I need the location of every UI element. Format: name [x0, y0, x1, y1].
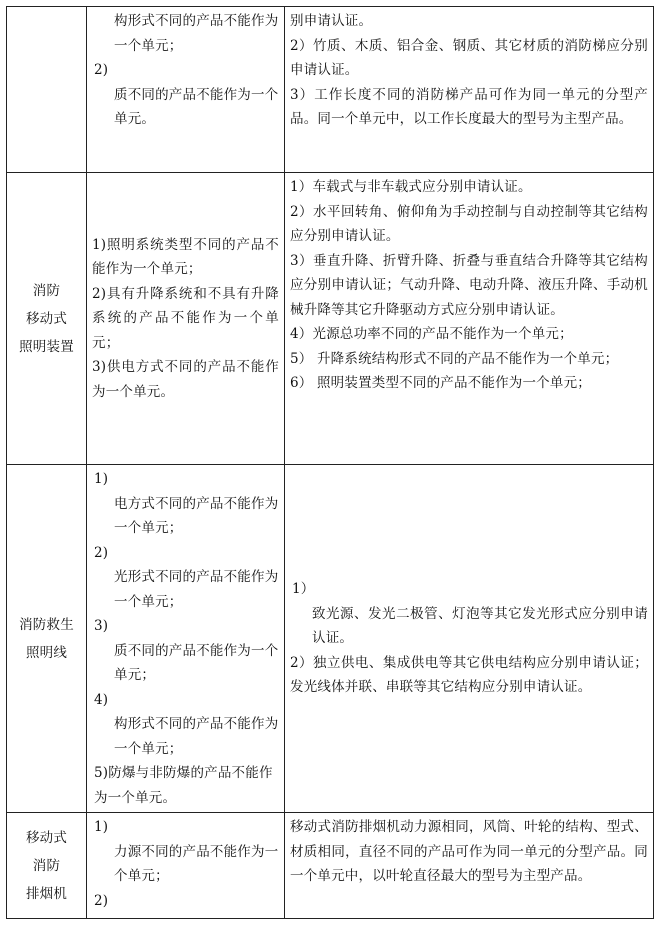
product-name-cell — [7, 173, 87, 465]
rule-marker: 2) — [94, 892, 109, 909]
rule-line: 构形式不同的产品不能作为一个单元； — [114, 13, 279, 54]
rule-line: 3)供电方式不同的产品不能作为一个单元。 — [92, 359, 279, 400]
note-line: 1）车载式与非车载式应分别申请认证。 — [290, 179, 532, 195]
note-line: 移动式消防排烟机动力源相同，风筒、叶轮的结构、型式、材质相同，直径不同的产品可作为同一单元的分型产品。同一个单元中，以叶轮直径最大的型号为主型产品。 — [290, 819, 648, 884]
rule-marker: 1) — [94, 819, 109, 835]
rule-line: 5)防爆与非防爆的产品不能作为一个单元。 — [94, 765, 273, 806]
rule-line: 质不同的产品不能作为一个单元。 — [114, 86, 279, 127]
table-row — [7, 813, 654, 919]
note-line: 4）光源总功率不同的产品不能作为一个单元； — [290, 326, 573, 342]
notes-cell — [285, 465, 654, 813]
note-line: 2）竹质、木质、铝合金、钢质、其它材质的消防梯应分别申请认证。 — [290, 37, 648, 78]
rule-line: 电方式不同的产品不能作为一个单元； — [114, 495, 279, 536]
product-name-cell — [7, 813, 87, 919]
rule-line: 光形式不同的产品不能作为一个单元； — [114, 569, 279, 610]
rule-line: 力源不同的产品不能作为一个单元； — [114, 843, 279, 884]
product-name: 消防救生 照明线 — [19, 616, 74, 661]
note-line: 5） 升降系统结构形式不同的产品不能作为一个单元； — [290, 350, 619, 367]
rule-marker: 2) — [94, 544, 109, 561]
notes-cell — [285, 813, 654, 919]
rule-line: 1)照明系统类型不同的产品不能作为一个单元； — [92, 236, 279, 278]
rule-marker: 2) — [94, 62, 109, 78]
table-row — [7, 465, 654, 813]
product-name: 移动式 消防 排烟机 — [25, 829, 68, 902]
notes-cell — [285, 7, 654, 173]
table-row — [7, 7, 654, 173]
note-line: 2）独立供电、集成供电等其它供电结构应分别申请认证；发光线体并联、串联等其它结构应分别申请认证。 — [290, 654, 648, 696]
table-row — [7, 173, 654, 465]
note-line: 2）水平回转角、俯仰角为手动控制与自动控制等其它结构应分别申请认证。 — [290, 203, 648, 244]
product-name: 消防 移动式 照明装置 — [19, 282, 74, 355]
note-marker: 1） — [292, 581, 315, 598]
rule-marker: 1) — [94, 471, 109, 487]
rule-line: 质不同的产品不能作为一个单元； — [114, 642, 279, 683]
note-line: 别申请认证。 — [290, 13, 373, 29]
unit-rule-cell — [87, 7, 285, 173]
product-name-cell — [7, 7, 87, 173]
certification-unit-table — [6, 6, 654, 919]
unit-rule-cell — [87, 465, 285, 813]
product-name-cell — [7, 465, 87, 813]
rule-line: 构形式不同的产品不能作为一个单元； — [114, 716, 279, 757]
note-line: 3）工作长度不同的消防梯产品可作为同一单元的分型产品。同一个单元中，以工作长度最大的型号为主型产品。 — [290, 86, 648, 127]
notes-cell — [285, 173, 654, 465]
rule-marker: 3) — [94, 618, 109, 634]
note-line: 3）垂直升降、折臂升降、折叠与垂直结合升降等其它结构应分别申请认证；气动升降、电动升降、液压升降、手动机械升降等其它升降驱动方式应分别申请认证。 — [290, 252, 648, 318]
rule-marker: 4) — [94, 691, 109, 708]
unit-rule-cell — [87, 173, 285, 465]
unit-rule-cell — [87, 813, 285, 919]
note-line: 致光源、发光二极管、灯泡等其它发光形式应分别申请认证。 — [312, 605, 648, 647]
rule-line: 2)具有升降系统和不具有升降系统的产品不能作为一个单元； — [92, 285, 279, 351]
note-line: 6） 照明装置类型不同的产品不能作为一个单元； — [290, 375, 591, 391]
